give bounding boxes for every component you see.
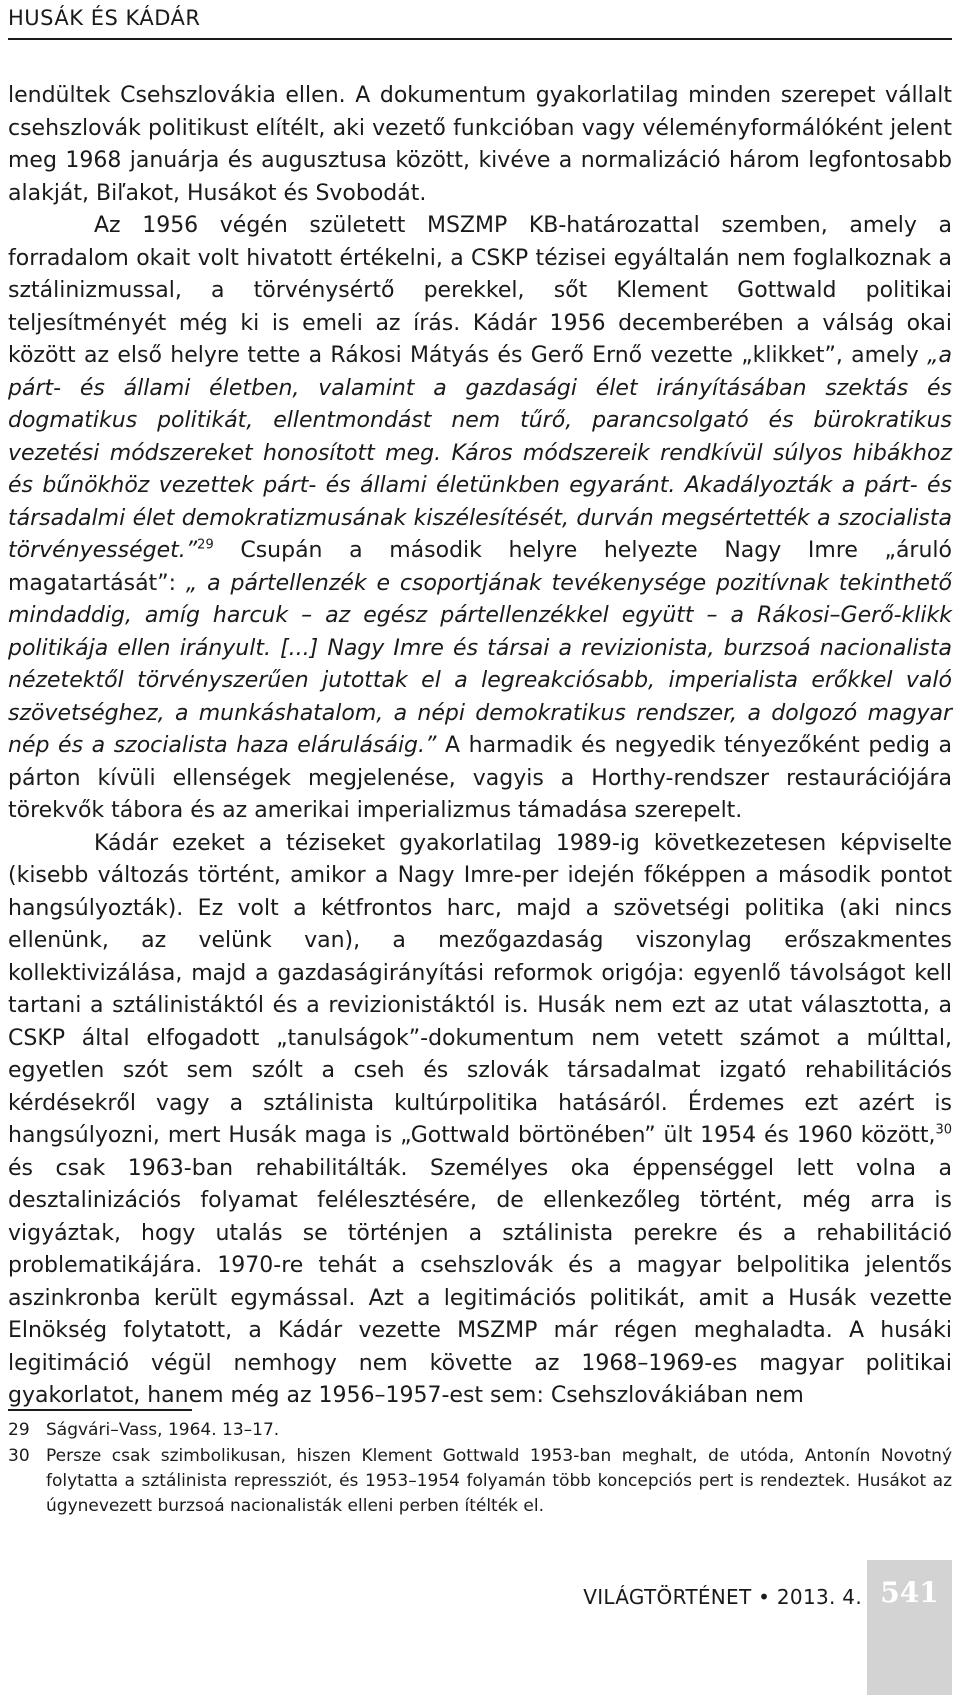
paragraph-2-text-c: A harmadik és negyedik tényezőként pedig a párton kívüli ellenségek megjelenése, vagyis a Horthy-rendszer restaurációjára törekvők tábora és az amerikai imperializmus támadása szerepelt. <box>8 733 952 823</box>
page-number: 541 <box>880 1576 939 1609</box>
main-text <box>8 80 952 1413</box>
paragraph-3-text-b: és csak 1963-ban rehabilitálták. Személyes oka éppenséggel lett volna a desztalinizációs folyamat felélesztésére, de ellenkezőleg történt, még arra is vigyáztak, hogy utalás se történjen a sztálinista perekre és a rehabilitáció problematikájára. 1970-re tehát a csehszlovák és a magyar belpolitika jelentős aszinkronba került egymással. Azt a legitimációs politikát, amit a Husák vezette Elnökség folytatott, a Kádár vezette MSZMP már régen meghaladta. A husáki legitimáció végül nemhogy nem követte az 1968–1969-es magyar politikai gyakorlatot, hanem még az 1956–1957-est sem: Csehszlovákiában nem <box>8 1155 952 1408</box>
footnote-text: Persze csak szimbolikusan, hiszen Klement Gottwald 1953-ban meghalt, de utóda, Antonín Novotný folytatta a sztálinista repressziót, és 1953–1954 folyamán több koncepciós pert is rendeztek. Husákot az úgynevezett burzsoá nacionalisták elleni perben ítélték el. <box>46 1446 952 1516</box>
footnote-number: 29 <box>8 1420 30 1440</box>
footnote-text: Ságvári–Vass, 1964. 13–17. <box>46 1420 280 1440</box>
header-rule <box>8 38 952 40</box>
page-footer <box>8 1560 952 1695</box>
page-number-box <box>867 1560 952 1695</box>
quote-nagy-imre: „ a pártellenzék e csoportjának tevékenysége pozitívnak tekinthető mindaddig, amíg harcuk – az egész pártellenzékkel együtt – a Rákosi–Gerő-klikk politikája ellen irányult. [...] Nagy Imre és társai a revizionista, burzsoá nacionalista nézetektől törvényszerűen jutottak el a legreakciósabb, imperialista erőkkel való szövetséghez, a munkáshatalom, a népi demokratikus rendszer, a dolgozó magyar nép és a szocialista haza elárulásáig.” <box>8 570 952 758</box>
paragraph-1: lendültek Csehszlovákia ellen. A dokumentum gyakorlatilag minden szerepet vállalt csehszlovák politikust elítélt, aki vezető funkcióban vagy véleményformálóként jelent meg 1968 januárja és augusztusa között, kivéve a normalizáció három legfontosabb alakját, Biľakot, Husákot és Svobodát. <box>8 83 952 206</box>
page-header <box>8 2 952 40</box>
footnote-ref-30: 30 <box>935 1122 952 1138</box>
running-title: HUSÁK ÉS KÁDÁR <box>8 6 201 30</box>
paragraph-3 <box>8 828 952 1413</box>
paragraph-2 <box>8 210 952 828</box>
paragraph-2-text-b: Csupán a második helyre helyezte Nagy Imre „áruló magatartását”: <box>8 538 952 596</box>
footnote-number: 30 <box>8 1446 30 1466</box>
quote-kadar-1956: „a párt- és állami életben, valamint a gazdasági élet irányításában szektás és dogmatikus politikát, ellentmondást nem tűrő, parancsolgató és bürokratikus vezetési módszereket honosított meg. Káros módszereik rendkívül súlyos hibákhoz és bűnökhöz vezettek párt- és állami életünkben egyaránt. Akadályozták a párt- és társadalmi élet demokratizmusának kiszélesítését, durván megsértették a szocialista törvényességet.” <box>8 343 952 563</box>
paragraph-3-text-a: Kádár ezeket a téziseket gyakorlatilag 1989-ig következetesen képviselte (kisebb változás történt, amikor a Nagy Imre-per idején főképpen a második pontot hangsúlyozták). Ez volt a kétfrontos harc, majd a szövetségi politika (aki nincs ellenünk, az velünk van), a mezőgazdaság viszonylag erőszakmentes kollektivizálása, majd a gazdaságirányítási reformok origója: egyenlő távolságot kell tartani a sztálinistáktól és a revizionistáktól is. Husák nem ezt az utat választotta, a CSKP által elfogadott „tanulságok”-dokumentum nem vetett számot a múlttal, egyetlen szót sem szólt a cseh és szlovák társadalmat izgató rehabilitációs kérdésekről vagy a sztálinista kultúrpolitika hatásáról. Érdemes ezt azért is hangsúlyozni, mert Husák maga is „Gottwald börtönében” ült 1954 és 1960 között, <box>8 830 952 1148</box>
paragraph-2-text-a: Az 1956 végén született MSZMP KB-határozattal szemben, amely a forradalom okait volt hivatott értékelni, a CSKP tézisei egyáltalán nem foglalkoznak a sztálinizmussal, a törvénysértő perekkel, sőt Klement Gottwald politikai teljesítményét még ki is emeli az írás. Kádár 1956 decemberében a válság okai között az első helyre tette a Rákosi Mátyás és Gerő Ernő vezette „klikket”, amely <box>8 213 952 368</box>
footnote-30 <box>8 1444 952 1519</box>
footnote-separator <box>8 1409 192 1411</box>
footnote-ref-29: 29 <box>197 537 214 553</box>
footnote-29 <box>8 1418 952 1443</box>
footnotes <box>8 1418 952 1520</box>
journal-citation: VILÁGTÖRTÉNET • 2013. 4. <box>583 1585 862 1609</box>
